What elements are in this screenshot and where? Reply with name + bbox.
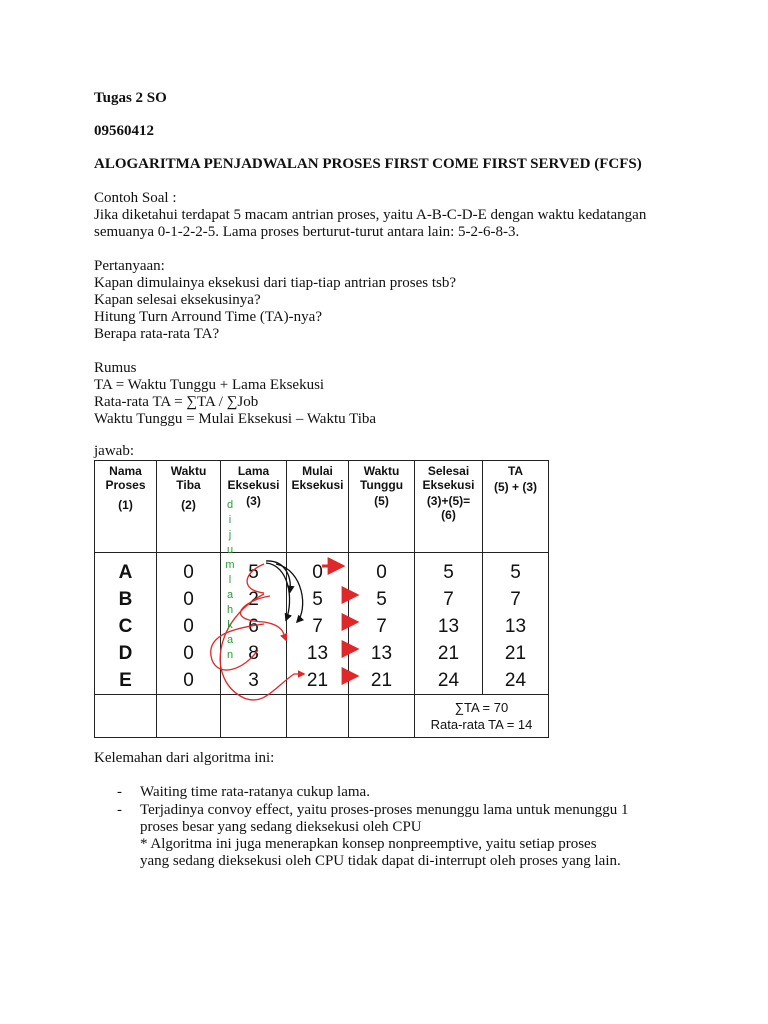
student-id: 09560412 <box>94 123 154 139</box>
example-line-1: Jika diketahui terdapat 5 macam antrian proses, yaitu A-B-C-D-E dengan waktu kedatangan <box>94 207 647 223</box>
table-row <box>95 640 549 667</box>
question-item: Berapa rata-rata TA? <box>94 326 220 342</box>
table-body <box>95 553 549 695</box>
table-cell: 0 <box>287 559 349 586</box>
table-cell: 5 <box>287 586 349 613</box>
weakness-note-1: * Algoritma ini juga menerapkan konsep nonpreemptive, yaitu setiap proses <box>140 836 597 852</box>
table-cell: 7 <box>415 586 483 613</box>
bullet-dash: - <box>117 784 122 800</box>
sum-ta: ∑TA = 70 <box>454 700 509 715</box>
process-name-cell: A <box>95 559 157 586</box>
table-cell: 0 <box>157 586 221 613</box>
table-cell: 6 <box>221 613 287 640</box>
formulas-label: Rumus <box>94 360 137 376</box>
weakness-note-2: yang sedang dieksekusi oleh CPU tidak dapat di-interrupt oleh proses yang lain. <box>140 853 621 869</box>
question-item: Kapan dimulainya eksekusi dari tiap-tiap antrian proses tsb? <box>94 275 456 291</box>
table-cell: 7 <box>287 613 349 640</box>
table-cell: 21 <box>287 667 349 695</box>
average-ta: Rata-rata TA = 14 <box>430 717 533 732</box>
document-title: ALOGARITMA PENJADWALAN PROSES FIRST COME FIRST SERVED (FCFS) <box>94 156 642 172</box>
table-footer-row <box>95 695 549 738</box>
table-cell: 5 <box>221 559 287 586</box>
vertical-annotation: d i j u m l a h k a n <box>225 499 235 661</box>
formula-item: Waktu Tunggu = Mulai Eksekusi – Waktu Tiba <box>94 411 377 427</box>
header-cell: Selesai Eksekusi (3)+(5)=(6) <box>415 461 483 553</box>
table-cell: 2 <box>221 586 287 613</box>
table-row <box>95 559 549 586</box>
process-name-cell: C <box>95 613 157 640</box>
formula-item: Rata-rata TA = ∑TA / ∑Job <box>94 394 259 410</box>
process-name-cell: D <box>95 640 157 667</box>
header-cell: Nama Proses (1) <box>95 461 157 553</box>
table-cell: 21 <box>483 640 549 667</box>
table-cell: 0 <box>157 559 221 586</box>
table-cell: 21 <box>349 667 415 695</box>
table-cell: 13 <box>287 640 349 667</box>
table-summary <box>415 695 549 738</box>
header-cell: Waktu Tiba (2) <box>157 461 221 553</box>
table-cell: 8 <box>221 640 287 667</box>
header-cell: Waktu Tunggu (5) <box>349 461 415 553</box>
table-cell: 7 <box>349 613 415 640</box>
table-cell: 3 <box>221 667 287 695</box>
task-title: Tugas 2 SO <box>94 90 167 106</box>
weakness-bullet-continuation: proses besar yang sedang dieksekusi oleh CPU <box>140 819 422 835</box>
table-cell: 21 <box>415 640 483 667</box>
table-cell: 0 <box>157 667 221 695</box>
table-row <box>95 586 549 613</box>
table-cell: 13 <box>349 640 415 667</box>
fcfs-table <box>94 460 549 738</box>
table-cell: 5 <box>349 586 415 613</box>
answer-label: jawab: <box>94 443 134 459</box>
header-cell: Mulai Eksekusi <box>287 461 349 553</box>
question-item: Kapan selesai eksekusinya? <box>94 292 261 308</box>
table-cell: 24 <box>415 667 483 695</box>
weakness-bullet: Terjadinya convoy effect, yaitu proses-proses menunggu lama untuk menunggu 1 <box>140 802 629 818</box>
table-cell: 0 <box>349 559 415 586</box>
weakness-label: Kelemahan dari algoritma ini: <box>94 750 275 766</box>
table-cell: 24 <box>483 667 549 695</box>
example-label: Contoh Soal : <box>94 190 177 206</box>
table-row <box>95 613 549 640</box>
header-cell: Lama Eksekusi (3) <box>221 461 287 553</box>
bullet-dash: - <box>117 802 122 818</box>
weakness-bullet: Waiting time rata-ratanya cukup lama. <box>140 784 370 800</box>
process-name-cell: B <box>95 586 157 613</box>
table-cell: 5 <box>415 559 483 586</box>
questions-label: Pertanyaan: <box>94 258 165 274</box>
table-row <box>95 667 549 695</box>
example-line-2: semuanya 0-1-2-2-5. Lama proses berturut-turut antara lain: 5-2-6-8-3. <box>94 224 520 240</box>
table-cell: 13 <box>483 613 549 640</box>
process-name-cell: E <box>95 667 157 695</box>
table-cell: 5 <box>483 559 549 586</box>
formula-item: TA = Waktu Tunggu + Lama Eksekusi <box>94 377 325 393</box>
table-cell: 7 <box>483 586 549 613</box>
table-cell: 0 <box>157 613 221 640</box>
header-cell: TA (5) + (3) <box>483 461 549 553</box>
table-cell: 13 <box>415 613 483 640</box>
table-header-row <box>95 461 549 553</box>
table-cell: 0 <box>157 640 221 667</box>
question-item: Hitung Turn Arround Time (TA)-nya? <box>94 309 322 325</box>
